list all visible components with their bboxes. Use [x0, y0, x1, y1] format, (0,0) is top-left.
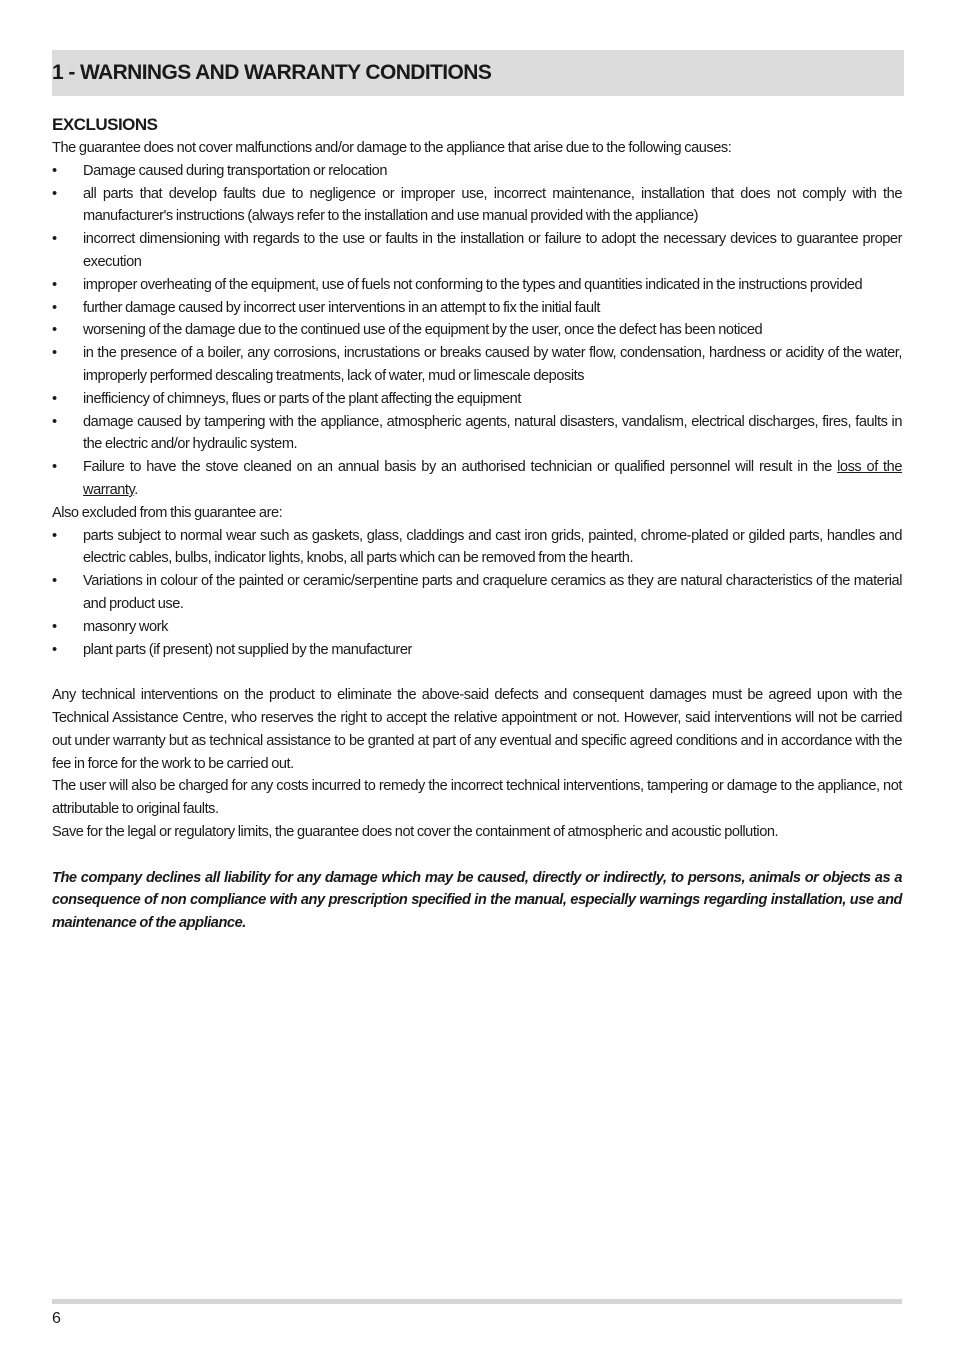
list-item	[52, 297, 902, 320]
list-item-text: incorrect dimensioning with regards to the use or faults in the installation or failure to adopt the necessary devices to guarantee proper execution	[83, 231, 902, 270]
list-item-text: Variations in colour of the painted or ceramic/serpentine parts and craquelure ceramics as they are natural characteristics of the material and product use.	[83, 573, 902, 612]
list-item	[52, 639, 902, 662]
list-item	[52, 319, 902, 342]
pollution-paragraph: Save for the legal or regulatory limits, the guarantee does not cover the containment of atmospheric and acoustic pollution.	[52, 823, 779, 840]
list-item-text: Damage caused during transportation or relocation	[83, 162, 388, 179]
list-item-text: further damage caused by incorrect user interventions in an attempt to fix the initial fault	[83, 299, 601, 316]
causes-list	[52, 160, 902, 502]
bullet-icon: •	[52, 322, 57, 339]
bullet-icon: •	[52, 299, 57, 316]
list-item	[52, 274, 902, 297]
page-content	[52, 113, 902, 935]
bullet-icon: •	[52, 573, 57, 590]
list-item-text: in the presence of a boiler, any corrosions, incrustations or breaks caused by water flow, condensation, hardness or acidity of the water, improperly performed descaling treatments, lack of water, mud or limescale deposits	[83, 345, 902, 384]
bullet-icon: •	[52, 618, 57, 635]
bullet-icon: •	[52, 459, 57, 476]
exclusions-heading: EXCLUSIONS	[52, 115, 158, 134]
bullet-icon: •	[52, 641, 57, 658]
list-item-text: Failure to have the stove cleaned on an annual basis by an authorised technician or qualified personnel will result in the	[83, 459, 838, 476]
list-item	[52, 160, 902, 183]
list-item-text: improper overheating of the equipment, use of fuels not conforming to the types and quantities indicated in the instructions provided	[83, 276, 863, 293]
bullet-icon: •	[52, 231, 57, 248]
technical-interventions-paragraph: Any technical interventions on the product to eliminate the above-said defects and consequent damages must be agreed upon with the Technical Assistance Centre, who reserves the right to accept the relative appointment or not. However, said interventions will not be carried out under warranty but as technical assistance to be granted at part of any eventual and specific agreed conditions and in accordance with the fee in force for the work to be carried out.	[52, 687, 902, 772]
list-item	[52, 616, 902, 639]
list-item	[52, 456, 902, 502]
list-item	[52, 525, 902, 571]
spacer	[52, 661, 902, 684]
list-item-end: .	[134, 481, 138, 498]
also-excluded-list	[52, 525, 902, 662]
list-item-text: plant parts (if present) not supplied by the manufacturer	[83, 641, 412, 658]
section-title: 1 - WARNINGS AND WARRANTY CONDITIONS	[52, 61, 492, 84]
liability-disclaimer: The company declines all liability for any damage which may be caused, directly or indirectly, to persons, animals or objects as a consequence of non compliance with any prescription specified in the manual, especially warnings regarding installation, use and maintenance of the appliance.	[52, 869, 902, 932]
list-item	[52, 388, 902, 411]
list-item-text: masonry work	[83, 618, 168, 635]
list-item-text: worsening of the damage due to the continued use of the equipment by the user, once the defect has been noticed	[83, 322, 763, 339]
exclusions-intro: The guarantee does not cover malfunctions and/or damage to the appliance that arise due to the following causes:	[52, 140, 732, 156]
bullet-icon: •	[52, 185, 57, 202]
list-item-text: all parts that develop faults due to negligence or improper use, incorrect maintenance, installation that does not comply with the manufacturer's instructions (always refer to the installation and use manual provided with the appliance)	[83, 185, 902, 225]
list-item	[52, 183, 902, 229]
list-item	[52, 228, 902, 274]
bullet-icon: •	[52, 276, 57, 293]
list-item	[52, 570, 902, 616]
list-item-text: parts subject to normal wear such as gaskets, glass, claddings and cast iron grids, painted, chrome-plated or gilded parts, handles and electric cables, bulbs, indicator lights, knobs, all parts which can be removed from the hearth.	[83, 527, 902, 567]
bullet-icon: •	[52, 345, 57, 362]
user-charges-paragraph: The user will also be charged for any costs incurred to remedy the incorrect technical interventions, tampering or damage to the appliance, not attributable to original faults.	[52, 778, 902, 818]
bullet-icon: •	[52, 527, 57, 544]
spacer	[52, 844, 902, 867]
section-header	[52, 50, 904, 96]
list-item	[52, 342, 902, 388]
list-item-text: damage caused by tampering with the appliance, atmospheric agents, natural disasters, vandalism, electrical discharges, fires, faults in the electric and/or hydraulic system.	[83, 413, 902, 453]
list-item-text: inefficiency of chimneys, flues or parts of the plant affecting the equipment	[83, 390, 521, 407]
also-excluded-intro: Also excluded from this guarantee are:	[52, 504, 283, 521]
bullet-icon: •	[52, 413, 57, 430]
bullet-icon: •	[52, 390, 57, 407]
page-number: 6	[52, 1310, 61, 1327]
list-item	[52, 411, 902, 457]
loss-of-warranty-underlined: loss of the warranty	[83, 459, 902, 498]
bullet-icon: •	[52, 162, 57, 179]
footer-divider	[52, 1299, 902, 1304]
